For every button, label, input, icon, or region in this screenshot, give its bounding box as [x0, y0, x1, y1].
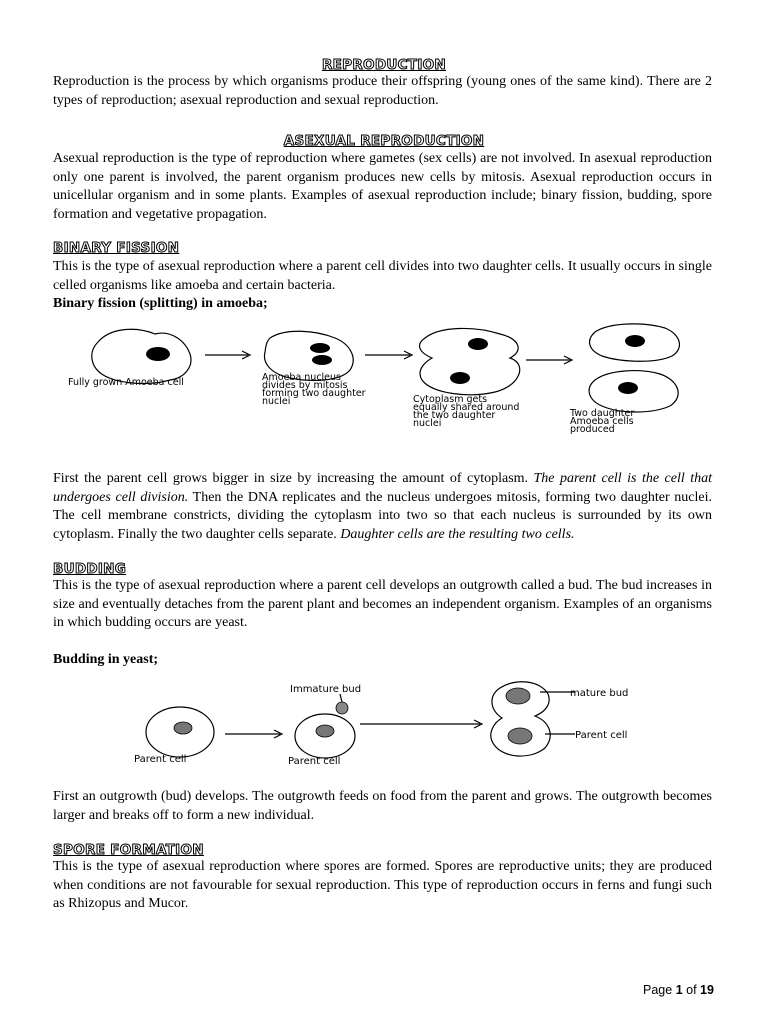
- label-parent-cell-2: Parent cell: [288, 756, 341, 767]
- asexual-heading: ASEXUAL REPRODUCTION: [283, 133, 485, 149]
- label-nucleus-1: Amoeba nucleus: [262, 372, 342, 383]
- binary-fission-explanation: [53, 470, 712, 544]
- label-parent-cell-1: Parent cell: [134, 754, 187, 765]
- label-parent-cell-3: Parent cell: [575, 730, 628, 741]
- page-footer: [643, 981, 714, 1000]
- footer-total: 19: [700, 983, 714, 997]
- amoeba-cell-1: [92, 329, 191, 383]
- explain-part-4: Daughter cells are the resulting two cells.: [340, 526, 575, 542]
- footer-current: 1: [675, 983, 683, 997]
- label-fully-grown: Fully grown Amoeba cell: [68, 377, 184, 388]
- label-nucleus-3: forming two daughter: [262, 388, 366, 399]
- label-cytoplasm-1: Cytoplasm gets: [413, 394, 488, 405]
- asexual-paragraph: Asexual reproduction is the type of reproduction where gametes (sex cells) are not involved. In asexual reproduction only one parent is involved, the parent organism produces new cells by mitosis. Asexual reproduction occurs in unicellular organism and in some plants. Examples of asexual reproduction include; binary fission, budding, spore formation and vegetative propagation.: [53, 151, 712, 222]
- footer-of: of: [686, 983, 697, 997]
- label-immature-bud: Immature bud: [290, 684, 362, 695]
- budding-subheading: Budding in yeast;: [53, 652, 159, 667]
- budding-paragraph: This is the type of asexual reproduction where a parent cell develops an outgrowth called a bud. The bud increases in size and eventually detaches from the parent plant and becomes an independent organism. Examples of an organisms in which budding occurs are yeast.: [53, 578, 712, 630]
- label-daughter-3: produced: [570, 424, 615, 435]
- label-cytoplasm-2: equally shared around: [413, 402, 520, 413]
- explain-part-3: Then the DNA replicates and the nucleus undergoes mitosis, forming two daughter nuclei. The cell membrane constricts, dividing the cytoplasm into two so that each nucleus is surrounded by its own cytoplasm. Finally the two daughter cells separate.: [53, 489, 713, 542]
- label-nucleus-4: nuclei: [262, 396, 291, 407]
- binary-fission-diagram: [68, 320, 720, 440]
- amoeba-cell-3: [420, 328, 520, 394]
- label-mature-bud: mature bud: [570, 688, 629, 699]
- budding-heading: BUDDING: [53, 561, 127, 577]
- label-daughter-2: Amoeba cells: [570, 416, 634, 427]
- spore-formation-paragraph: This is the type of asexual reproduction where spores are formed. Spores are reproductive units; they are produced when conditions are not favourable for sexual reproduction. This type of reproduction occurs in ferns and fungi such as Rhizopus and Mucor.: [53, 859, 712, 911]
- budding-explanation: First an outgrowth (bud) develops. The outgrowth feeds on food from the parent and grows. The outgrowth becomes larger and breaks off to form a new individual.: [53, 789, 712, 823]
- page-title: REPRODUCTION: [321, 57, 447, 73]
- intro-paragraph: Reproduction is the process by which organisms produce their offspring (young ones of the same kind). There are 2 types of reproduction; asexual reproduction and sexual reproduction.: [53, 74, 712, 108]
- explain-part-2: The parent cell is the cell that undergoes cell division.: [53, 471, 712, 505]
- label-cytoplasm-4: nuclei: [413, 418, 442, 429]
- budding-diagram: [130, 676, 690, 776]
- spore-formation-heading: SPORE FORMATION: [53, 842, 204, 858]
- label-daughter-1: Two daughter: [570, 408, 635, 419]
- label-cytoplasm-3: the two daughter: [413, 410, 496, 421]
- explain-part-1: First the parent cell grows bigger in size by increasing the amount of cytoplasm.: [53, 471, 529, 486]
- binary-fission-paragraph: This is the type of asexual reproduction where a parent cell divides into two daughter cells. It usually occurs in single celled organisms like amoeba and certain bacteria.: [53, 259, 712, 293]
- binary-fission-heading: BINARY FISSION: [53, 240, 180, 256]
- label-nucleus-2: divides by mitosis: [262, 380, 348, 391]
- binary-fission-subheading: Binary fission (splitting) in amoeba;: [53, 296, 268, 311]
- footer-prefix: Page: [643, 983, 673, 997]
